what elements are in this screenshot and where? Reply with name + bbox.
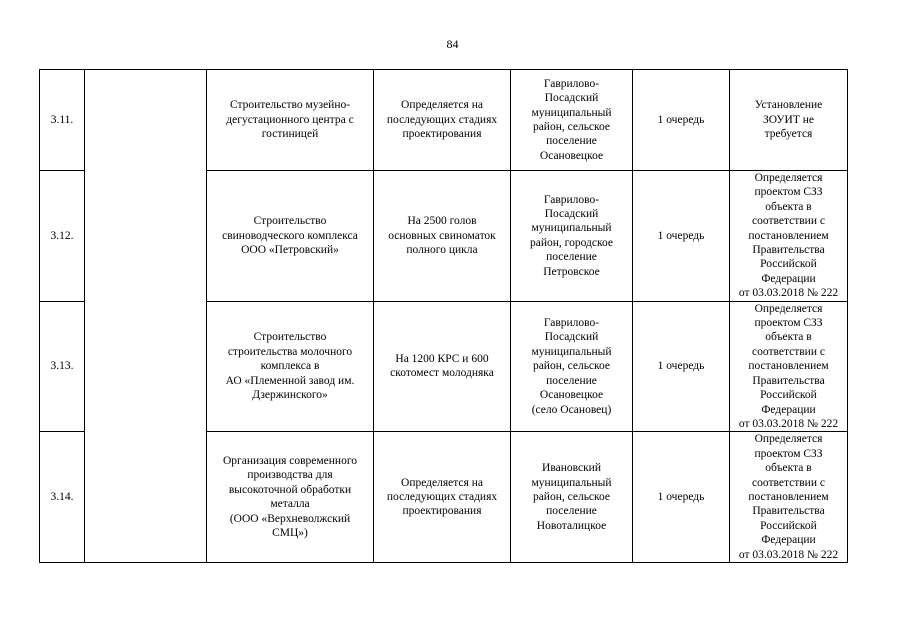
object-location: Гаврилово- Посадский муниципальный район, городское поселение Петровское [511, 171, 633, 302]
zone-restriction: Установление ЗОУИТ не требуется [730, 70, 848, 171]
row-number: 3.13. [40, 301, 85, 432]
row-number: 3.14. [40, 432, 85, 563]
object-capacity: На 1200 КРС и 600 скотомест молодняка [374, 301, 511, 432]
implementation-stage: 1 очередь [633, 70, 730, 171]
object-capacity: Определяется на последующих стадиях проектирования [374, 70, 511, 171]
object-location: Гаврилово- Посадский муниципальный район, сельское поселение Осановецкое [511, 70, 633, 171]
merged-empty-cell [85, 70, 207, 563]
row-number: 3.12. [40, 171, 85, 302]
object-capacity: На 2500 голов основных свиноматок полного цикла [374, 171, 511, 302]
object-name: Строительство свиноводческого комплекса ООО «Петровский» [207, 171, 374, 302]
implementation-stage: 1 очередь [633, 301, 730, 432]
objects-table [39, 69, 848, 563]
object-name: Строительство музейно- дегустационного центра с гостиницей [207, 70, 374, 171]
object-location: Ивановский муниципальный район, сельское поселение Новоталицкое [511, 432, 633, 563]
object-name: Строительство строительства молочного комплекса в АО «Племенной завод им. Дзержинского» [207, 301, 374, 432]
page-number: 84 [446, 37, 459, 51]
row-number: 3.11. [40, 70, 85, 171]
implementation-stage: 1 очередь [633, 432, 730, 563]
zone-restriction: Определяется проектом СЗЗ объекта в соответствии с постановлением Правительства Российской Федерации от 03.03.2018 № 222 [730, 432, 848, 563]
object-capacity: Определяется на последующих стадиях проектирования [374, 432, 511, 563]
table-row [40, 70, 848, 171]
implementation-stage: 1 очередь [633, 171, 730, 302]
object-location: Гаврилово- Посадский муниципальный район, сельское поселение Осановецкое (село Осановец) [511, 301, 633, 432]
object-name: Организация современного производства для высокоточной обработки металла (ООО «Верхневолжский СМЦ») [207, 432, 374, 563]
zone-restriction: Определяется проектом СЗЗ объекта в соответствии с постановлением Правительства Российской Федерации от 03.03.2018 № 222 [730, 171, 848, 302]
zone-restriction: Определяется проектом СЗЗ объекта в соответствии с постановлением Правительства Российской Федерации от 03.03.2018 № 222 [730, 301, 848, 432]
